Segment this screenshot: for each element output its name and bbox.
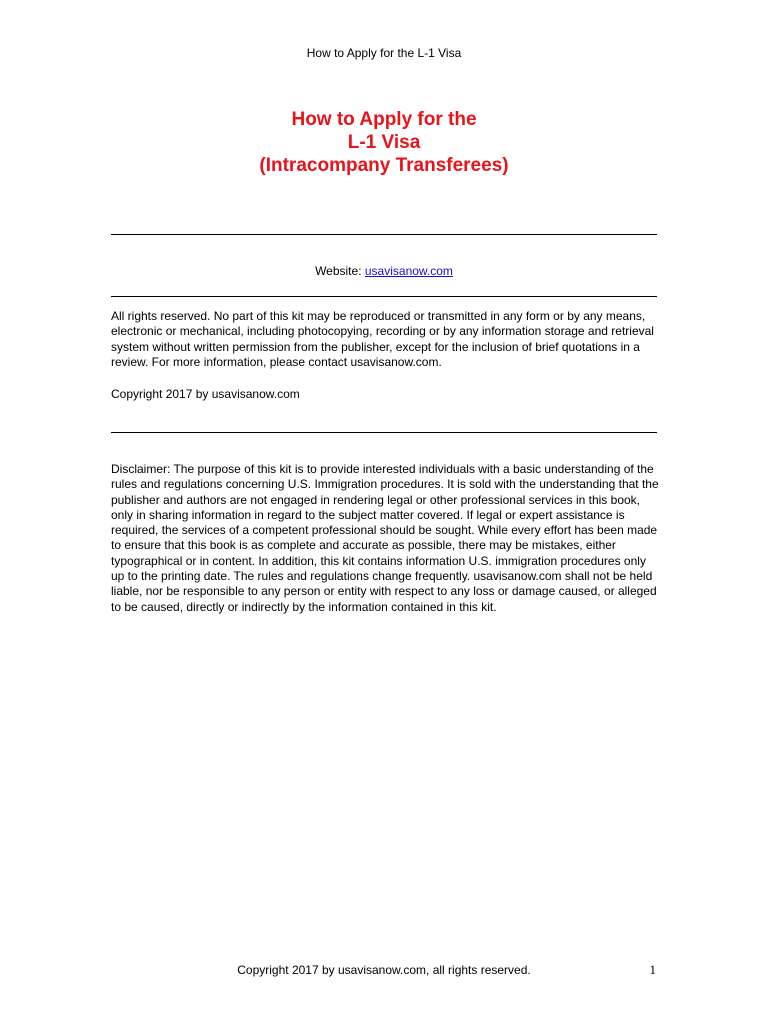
divider-bottom (111, 432, 657, 433)
running-header: How to Apply for the L-1 Visa (306, 46, 462, 60)
copyright-paragraph: Copyright 2017 by usavisanow.com (111, 387, 300, 401)
rights-paragraph: All rights reserved. No part of this kit may be reproduced or transmitted in any form or by any means, electronic or mechanical, including photocopying, recording or by any information storage and retrieval system without written permission from the publisher, except for the inclusion of brief quotations in a review. For more information, please contact usavisanow.com. (111, 309, 654, 369)
page-number: 1 (649, 962, 656, 977)
website-link[interactable]: usavisanow.com (364, 264, 453, 278)
website-label: Website: (315, 264, 365, 278)
title-line-2: L-1 Visa (347, 132, 421, 153)
footer-copyright: Copyright 2017 by usavisanow.com, all rights reserved. (237, 963, 531, 977)
disclaimer-paragraph: Disclaimer: The purpose of this kit is to provide interested individuals with a basic understanding of the rules and regulations concerning U.S. Immigration procedures. It is sold with the understanding that the publisher and authors are not engaged in rendering legal or other professional services in this book, only in sharing information in regard to the subject matter covered. If legal or expert assistance is required, the services of a competent professional should be sought. While every effort has been made to ensure that this book is as complete and accurate as possible, there may be mistakes, either typographical or in content. In addition, this kit contains information U.S. immigration procedures only up to the printing date. The rules and regulations change frequently. usavisanow.com shall not be held liable, nor be responsible to any person or entity with respect to any loss or damage caused, or alleged to be caused, directly or indirectly by the information contained in this kit. (111, 462, 659, 614)
title-line-1: How to Apply for the (291, 109, 477, 130)
website-line (0, 264, 768, 278)
title-line-3: (Intracompany Transferees) (259, 155, 509, 176)
document-title (0, 108, 768, 177)
divider-top (111, 234, 657, 235)
divider-middle (111, 296, 657, 297)
